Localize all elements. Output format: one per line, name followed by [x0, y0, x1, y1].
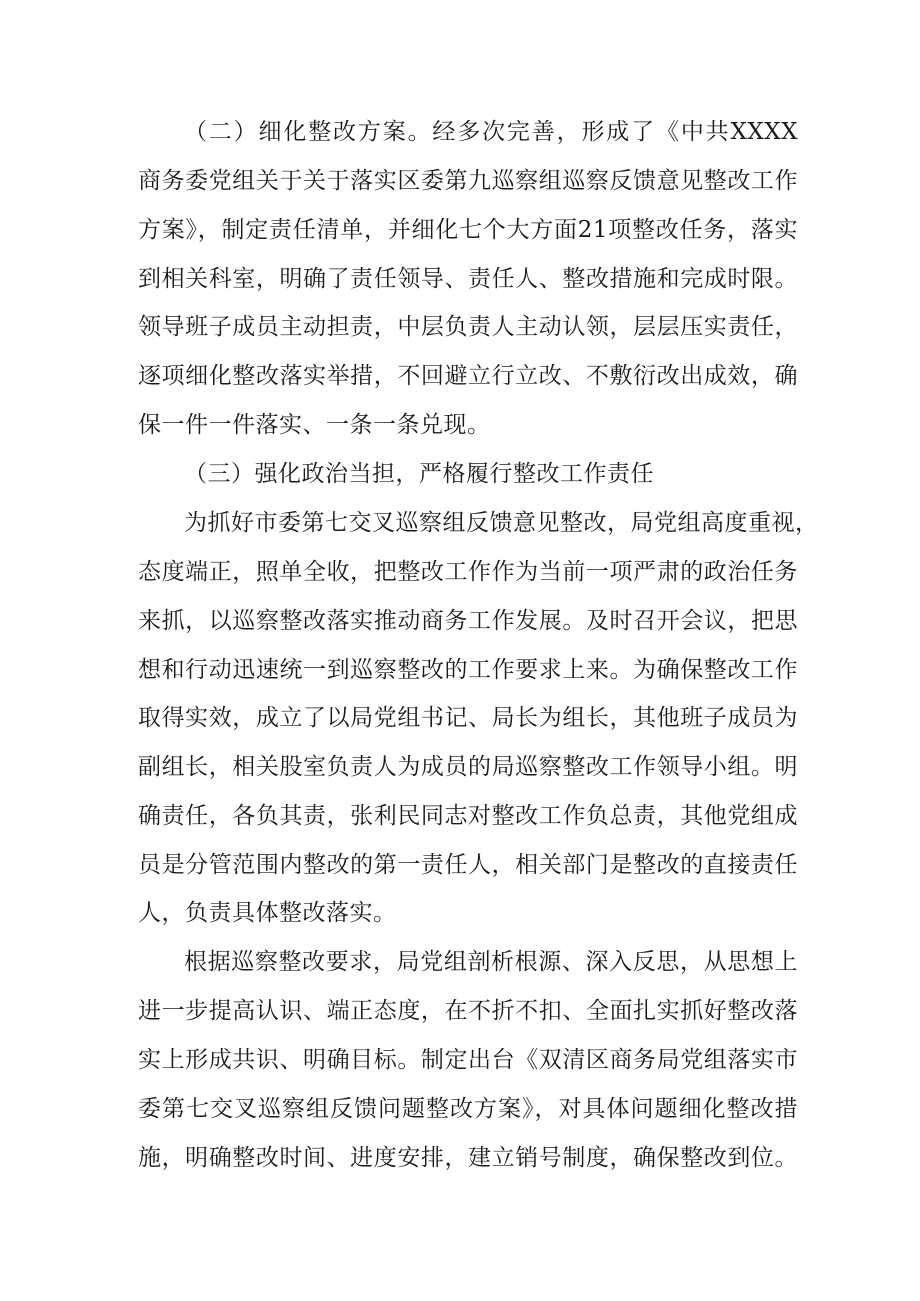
text-line: 根据巡察整改要求，局党组剖析根源、深入反思，从思想上 — [184, 949, 798, 975]
text-line: 逐项细化整改落实举措，不回避立行立改、不敷衍改出成效，确 — [138, 363, 798, 389]
text-line: 进一步提高认识、端正态度，在不折不扣、全面扎实抓好整改落 — [138, 998, 798, 1024]
text-line: 来抓，以巡察整改落实推动商务工作发展。及时召开会议，把思 — [138, 608, 798, 634]
section-heading: （三）强化政治当担，严格履行整改工作责任 — [184, 461, 654, 487]
text-line: 商务委党组关于关于落实区委第九巡察组巡察反馈意见整改工作 — [138, 168, 798, 194]
text-line: 方案》，制定责任清单，并细化七个大方面21项整改任务，落实 — [138, 217, 798, 243]
text-line: 态度端正，照单全收，把整改工作作为当前一项严肃的政治任务 — [138, 559, 798, 585]
text-line: 人，负责具体整改落实。 — [138, 900, 397, 926]
text-line: 保一件一件落实、一条一条兑现。 — [138, 412, 491, 438]
text-line: 为抓好市委第七交叉巡察组反馈意见整改，局党组高度重视， — [184, 510, 819, 536]
text-line: （二）细化整改方案。经多次完善，形成了《中共XXXX — [184, 119, 798, 145]
text-line: 领导班子成员主动担责，中层负责人主动认领，层层压实责任， — [138, 314, 798, 340]
text-line: 施，明确整改时间、进度安排，建立销号制度，确保整改到位。 — [138, 1145, 798, 1171]
text-line: 副组长，相关股室负责人为成员的局巡察整改工作领导小组。明 — [138, 754, 798, 780]
text-line: 想和行动迅速统一到巡察整改的工作要求上来。为确保整改工作 — [138, 657, 798, 683]
text-line: 确责任，各负其责，张利民同志对整改工作负总责，其他党组成 — [138, 803, 798, 829]
text-line: 员是分管范围内整改的第一责任人，相关部门是整改的直接责任 — [138, 852, 798, 878]
text-line: 取得实效，成立了以局党组书记、局长为组长，其他班子成员为 — [138, 705, 798, 731]
text-line: 到相关科室，明确了责任领导、责任人、整改措施和完成时限。 — [138, 266, 798, 292]
text-line: 委第七交叉巡察组反馈问题整改方案》，对具体问题细化整改措 — [138, 1096, 798, 1122]
text-line: 实上形成共识、明确目标。制定出台《双清区商务局党组落实市 — [138, 1047, 798, 1073]
